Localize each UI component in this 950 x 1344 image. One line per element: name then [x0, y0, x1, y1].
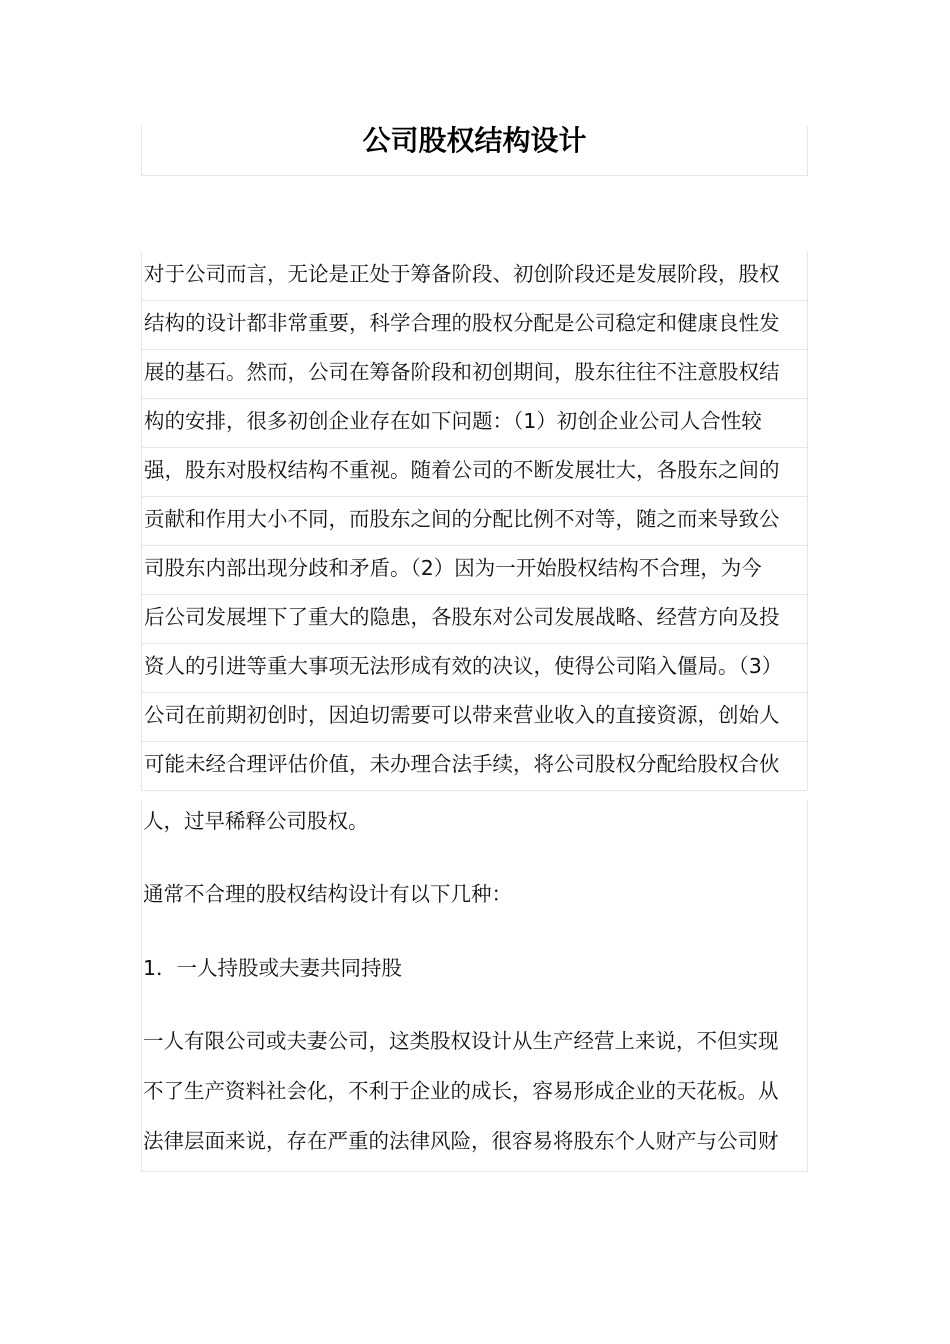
document-title: 公司股权结构设计: [362, 124, 587, 157]
paragraph-line: 可能未经合理评估价值，未办理合法手续，将公司股权分配给股权合伙: [141, 742, 808, 791]
paragraph-line: 公司在前期初创时，因迫切需要可以带来营业收入的直接资源，创始人: [141, 693, 808, 742]
title-box: [141, 126, 808, 176]
paragraph-line: 司股东内部出现分歧和矛盾。（2）因为一开始股权结构不合理，为今: [141, 546, 808, 595]
paragraph-3-line: 一人有限公司或夫妻公司，这类股权设计从生产经营上来说，不但实现: [143, 1029, 779, 1053]
paragraph-line: 结构的设计都非常重要，科学合理的股权分配是公司稳定和健康良性发: [141, 301, 808, 350]
paragraph-line: 强，股东对股权结构不重视。随着公司的不断发展壮大，各股东之间的: [141, 448, 808, 497]
section-heading-1: 1．一人持股或夫妻共同持股: [143, 956, 403, 980]
paragraph-line: 对于公司而言，无论是正处于筹备阶段、初创阶段还是发展阶段，股权: [141, 252, 808, 301]
paragraph-2: 通常不合理的股权结构设计有以下几种：: [143, 882, 512, 906]
paragraph-line: 后公司发展埋下了重大的隐患，各股东对公司发展战略、经营方向及投: [141, 595, 808, 644]
paragraph-line: 构的安排，很多初创企业存在如下问题：（1）初创企业公司人合性较: [141, 399, 808, 448]
paragraph-line: 人，过早稀释公司股权。: [143, 809, 369, 833]
paragraph-1: [141, 252, 808, 791]
paragraph-line: 展的基石。然而，公司在筹备阶段和初创期间，股东往往不注意股权结: [141, 350, 808, 399]
paragraph-3-line: 法律层面来说，存在严重的法律风险，很容易将股东个人财产与公司财: [143, 1129, 779, 1153]
paragraph-line: 贡献和作用大小不同，而股东之间的分配比例不对等，随之而来导致公: [141, 497, 808, 546]
paragraph-3-line: 不了生产资料社会化，不利于企业的成长，容易形成企业的天花板。从: [143, 1079, 779, 1103]
body-frame: [141, 800, 808, 1172]
paragraph-line: 资人的引进等重大事项无法形成有效的决议，使得公司陷入僵局。（3）: [141, 644, 808, 693]
